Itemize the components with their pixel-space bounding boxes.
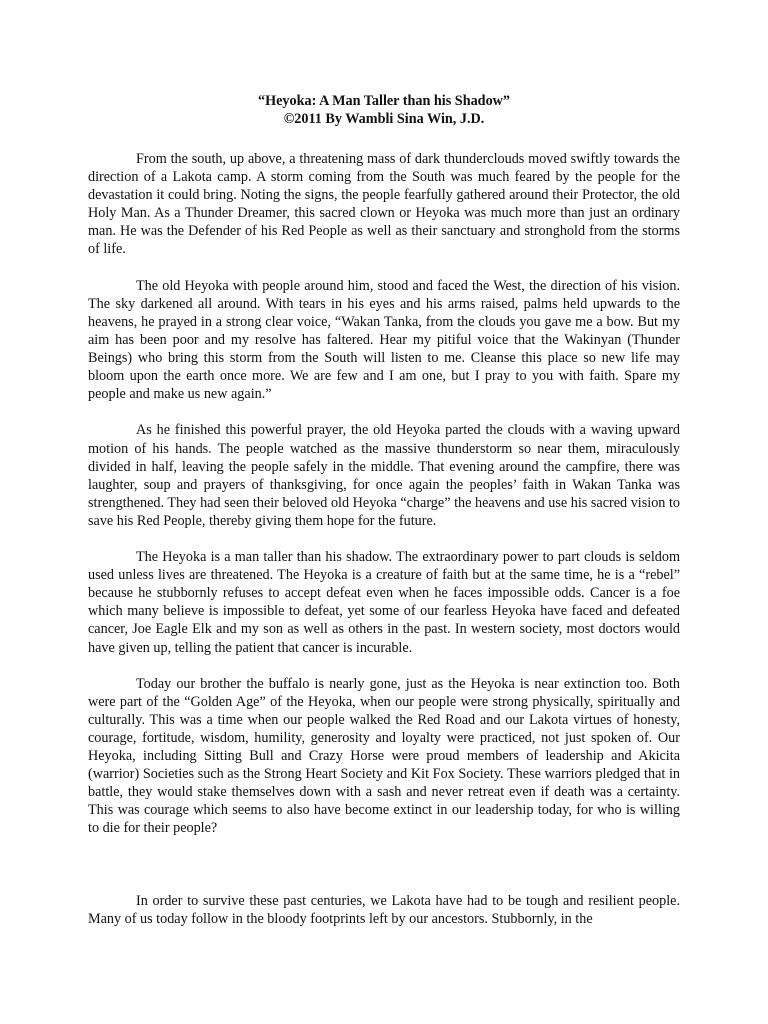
document-byline: ©2011 By Wambli Sina Win, J.D. <box>283 111 485 127</box>
paragraph-1: From the south, up above, a threatening mass of dark thunderclouds moved swiftly towards the direction of a Lakota camp. A storm coming from the South was much feared by the people for the devastation it could bring. Noting the signs, the people fearfully gathered around their Protector, the old Holy Man. As a Thunder Dreamer, this sacred clown or Heyoka was much more than just an ordinary man. He was the Defender of his Red People as well as their sanctuary and stronghold from the storms of life. <box>88 151 680 258</box>
document-title: “Heyoka: A Man Taller than his Shadow” <box>257 93 511 109</box>
paragraph-3: As he finished this powerful prayer, the old Heyoka parted the clouds with a waving upward motion of his hands. The people watched as the massive thunderstorm so near them, miraculously divided in half, leaving the people safely in the middle. That evening around the campfire, there was laughter, soup and prayers of thanksgiving, for once again the peoples’ faith in Wakan Tanka was strengthened. They had seen their beloved old Heyoka “charge” the heavens and use his sacred vision to save his Red People, thereby giving them hope for the future. <box>88 422 680 529</box>
paragraph-6: In order to survive these past centuries, we Lakota have had to be tough and resilient people. Many of us today follow in the bloody footprints left by our ancestors. Stubbornly, in the <box>88 892 680 927</box>
paragraph-4: The Heyoka is a man taller than his shadow. The extraordinary power to part clouds is seldom used unless lives are threatened. The Heyoka is a creature of faith but at the same time, he is a “rebel” because he stubbornly refuses to accept defeat even when he faces impossible odds. Cancer is a foe which many believe is impossible to defeat, yet some of our fearless Heyoka have faced and defeated cancer, Joe Eagle Elk and my son as well as others in the past. In western society, most doctors would have given up, telling the patient that cancer is incurable. <box>88 549 680 656</box>
paragraph-5: Today our brother the buffalo is nearly gone, just as the Heyoka is near extinction too. Both were part of the “Golden Age” of the Heyoka, when our people were strong physically, spiritually and culturally. This was a time when our people walked the Red Road and our Lakota virtues of honesty, courage, fortitude, wisdom, humility, generosity and loyalty were practiced, not just spoken of. Our Heyoka, including Sitting Bull and Crazy Horse were proud members of leadership and Akicita (warrior) Societies such as the Strong Heart Society and Kit Fox Society. These warriors pledged that in battle, they would stake themselves down with a sash and never retreat even if death was a certainty. This was courage which seems to also have become extinct in our leadership today, for who is willing to die for their people? <box>88 675 680 837</box>
paragraph-2: The old Heyoka with people around him, stood and faced the West, the direction of his vision. The sky darkened all around. With tears in his eyes and his arms raised, palms held upwards to the heavens, he prayed in a strong clear voice, “Wakan Tanka, from the clouds you gave me a bow. But my aim has been poor and my resolve has faltered. Hear my pitiful voice that the Wakinyan (Thunder Beings) who bring this storm from the South will listen to me. Cleanse this place so new life may bloom upon the earth once more. We are few and I am one, but I pray to you with faith. Spare my people and make us new again.” <box>88 277 680 403</box>
title-block <box>88 92 680 128</box>
